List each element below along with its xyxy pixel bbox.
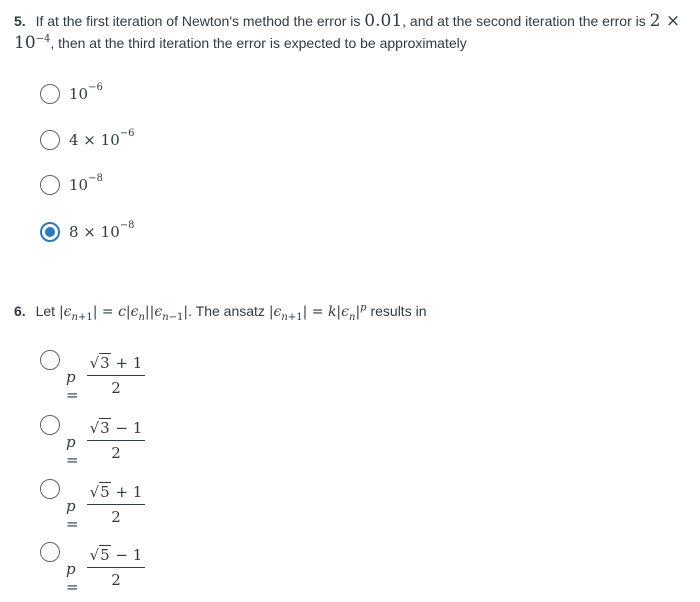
question-text-part: , then at the third iteration the error is expected to be approximately — [50, 35, 467, 51]
answer-option-selected[interactable] — [40, 222, 135, 242]
radio-button[interactable] — [40, 350, 60, 370]
option-formula: p = $\frac{√3 + 1}{2}$ — [66, 346, 145, 404]
answer-option[interactable] — [40, 84, 103, 104]
question-number: 5. — [14, 13, 26, 29]
answer-option[interactable] — [40, 130, 135, 150]
radio-button[interactable] — [40, 542, 60, 562]
error-value-1: 0.01 — [364, 11, 403, 31]
question-text-part: If at the first iteration of Newton's method the error is — [35, 13, 361, 29]
question-number: 6. — [14, 303, 26, 319]
option-label: $10^{-8}$ — [69, 173, 103, 194]
option-formula: p = $\frac{√5 - 1}{2}$ — [66, 538, 145, 596]
radio-button[interactable] — [40, 479, 60, 499]
option-formula: p = $\frac{√3 - 1}{2}$ — [66, 411, 145, 469]
option-label: $10^{-6}$ — [69, 82, 103, 103]
question-text-part: . The ansatz — [188, 303, 265, 319]
error-value-2: $2 \times 10^{-4}$ — [14, 11, 681, 53]
question-text-part: Let — [35, 303, 56, 319]
option-formula: p = $\frac{√5 + 1}{2}$ — [66, 475, 145, 533]
option-label: $8 \times 10^{-8}$ — [69, 220, 135, 241]
question-text-part: , and at the second iteration the error is — [402, 13, 646, 29]
radio-button[interactable] — [40, 415, 60, 435]
answer-option[interactable] — [40, 175, 103, 195]
question-text-part: results in — [370, 303, 427, 319]
radio-button[interactable] — [40, 175, 60, 195]
question-6-text — [14, 300, 694, 323]
option-label: $4 \times 10^{-6}$ — [69, 128, 135, 149]
radio-button[interactable] — [40, 84, 60, 104]
radio-button[interactable] — [40, 130, 60, 150]
radio-button-selected[interactable] — [40, 222, 60, 242]
recurrence-formula: $|\epsilon_{n+1}| = c|\epsilon_n||\epsilon_{n-1}|$ — [58, 304, 189, 323]
ansatz-formula: $|\epsilon_{n+1}| = k|\epsilon_n|^p$ — [268, 302, 367, 323]
question-5-text — [14, 10, 694, 54]
